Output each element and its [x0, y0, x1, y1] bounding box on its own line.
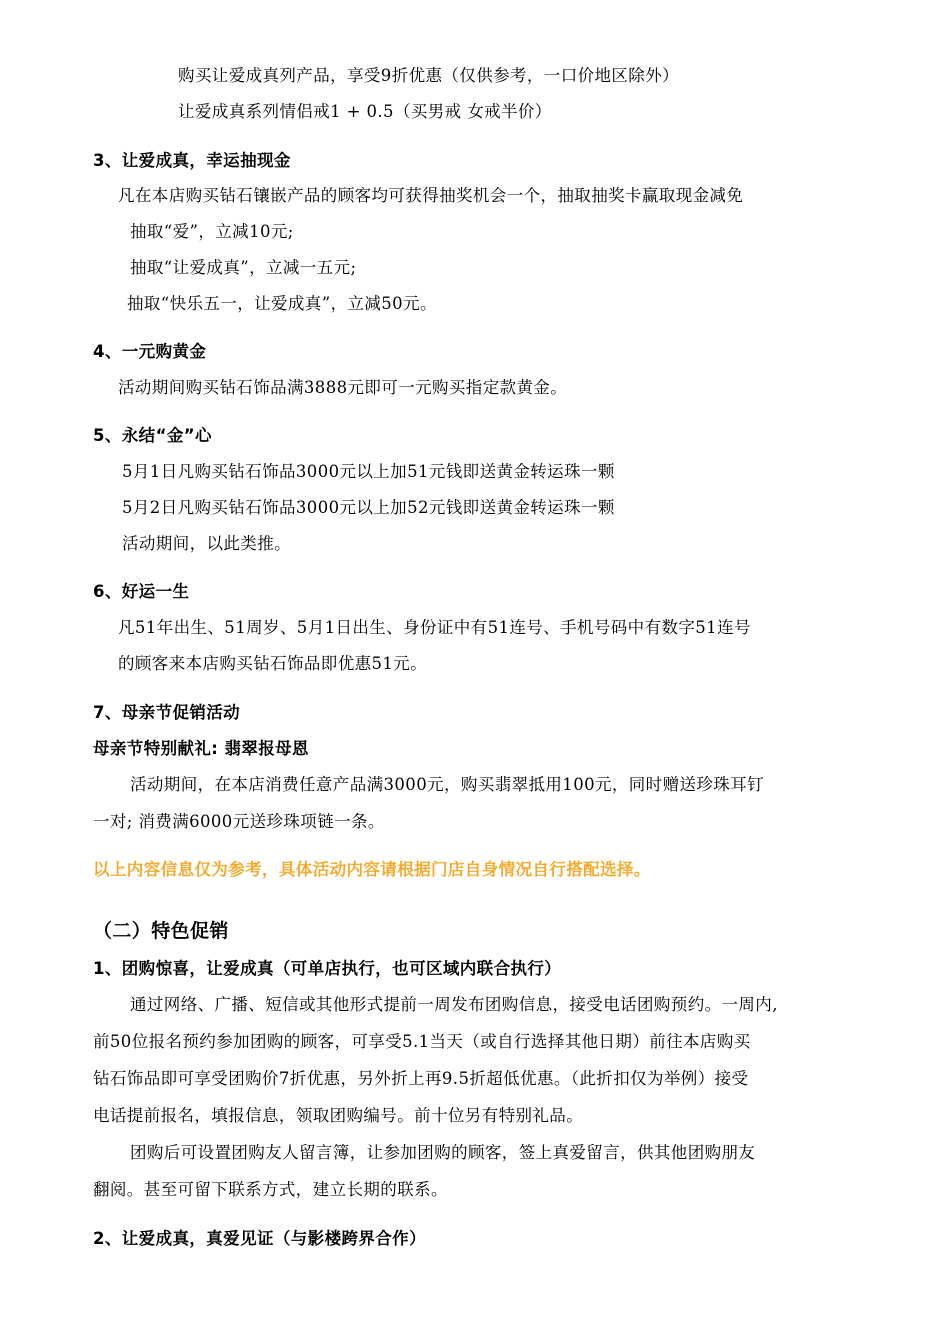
text-line: 让爱成真系列情侣戒1 + 0.5（买男戒 女戒半价）	[178, 102, 552, 121]
text-line: 购买让爱成真列产品，享受9折优惠（仅供参考，一口价地区除外）	[178, 66, 679, 85]
text-line: 7、母亲节促销活动	[93, 703, 241, 722]
text-line: 1、团购惊喜，让爱成真（可单店执行，也可区域内联合执行）	[93, 959, 562, 978]
text-line: 以上内容信息仅为参考，具体活动内容请根据门店自身情况自行搭配选择。	[93, 860, 651, 879]
text-line: 活动期间购买钻石饰品满3888元即可一元购买指定款黄金。	[118, 378, 568, 397]
text-line: 一对; 消费满6000元送珍珠项链一条。	[93, 812, 385, 831]
text-line: 前50位报名预约参加团购的顾客，可享受5.1当天（或自行选择其他日期）前往本店购买	[93, 1032, 751, 1051]
text-line: 电话提前报名，填报信息，领取团购编号。前十位另有特别礼品。	[93, 1106, 584, 1125]
text-line: 团购后可设置团购友人留言簿，让参加团购的顾客，签上真爱留言，供其他团购朋友	[130, 1143, 756, 1162]
text-line: 通过网络、广播、短信或其他形式提前一周发布团购信息，接受电话团购预约。一周内,	[130, 995, 778, 1014]
text-line: 的顾客来本店购买钻石饰品即优惠51元。	[118, 654, 428, 673]
text-line: 钻石饰品即可享受团购价7折优惠，另外折上再9.5折超低优惠。（此折扣仅为举例）接受	[93, 1069, 749, 1088]
text-line: 抽取“让爱成真”，立减一五元;	[130, 258, 357, 277]
text-line: 4、一元购黄金	[93, 342, 207, 361]
text-line: 5月1日凡购买钻石饰品3000元以上加51元钱即送黄金转运珠一颗	[122, 462, 615, 481]
text-line: 5、永结“金”心	[93, 426, 212, 445]
text-line: 凡51年出生、51周岁、5月1日出生、身份证中有51连号、手机号码中有数字51连号	[118, 618, 751, 637]
text-line: 3、让爱成真，幸运抽现金	[93, 151, 291, 170]
text-line: 抽取“爱”，立减10元;	[130, 222, 294, 241]
text-line: 6、好运一生	[93, 582, 190, 601]
text-line: 5月2日凡购买钻石饰品3000元以上加52元钱即送黄金转运珠一颗	[122, 498, 615, 517]
text-line: 2、让爱成真，真爱见证（与影楼跨界合作）	[93, 1229, 426, 1248]
text-line: 活动期间，在本店消费任意产品满3000元，购买翡翠抵用100元，同时赠送珍珠耳钉	[130, 775, 764, 794]
text-line: 抽取“快乐五一，让爱成真”，立减50元。	[127, 294, 437, 313]
text-line: 翻阅。甚至可留下联系方式，建立长期的联系。	[93, 1180, 448, 1199]
text-line: 活动期间，以此类推。	[122, 534, 291, 553]
text-line: 凡在本店购买钻石镶嵌产品的顾客均可获得抽奖机会一个，抽取抽奖卡赢取现金减免	[118, 186, 744, 205]
text-line: （二）特色促销	[93, 920, 229, 942]
text-line: 母亲节特别献礼: 翡翠报母恩	[93, 739, 309, 758]
